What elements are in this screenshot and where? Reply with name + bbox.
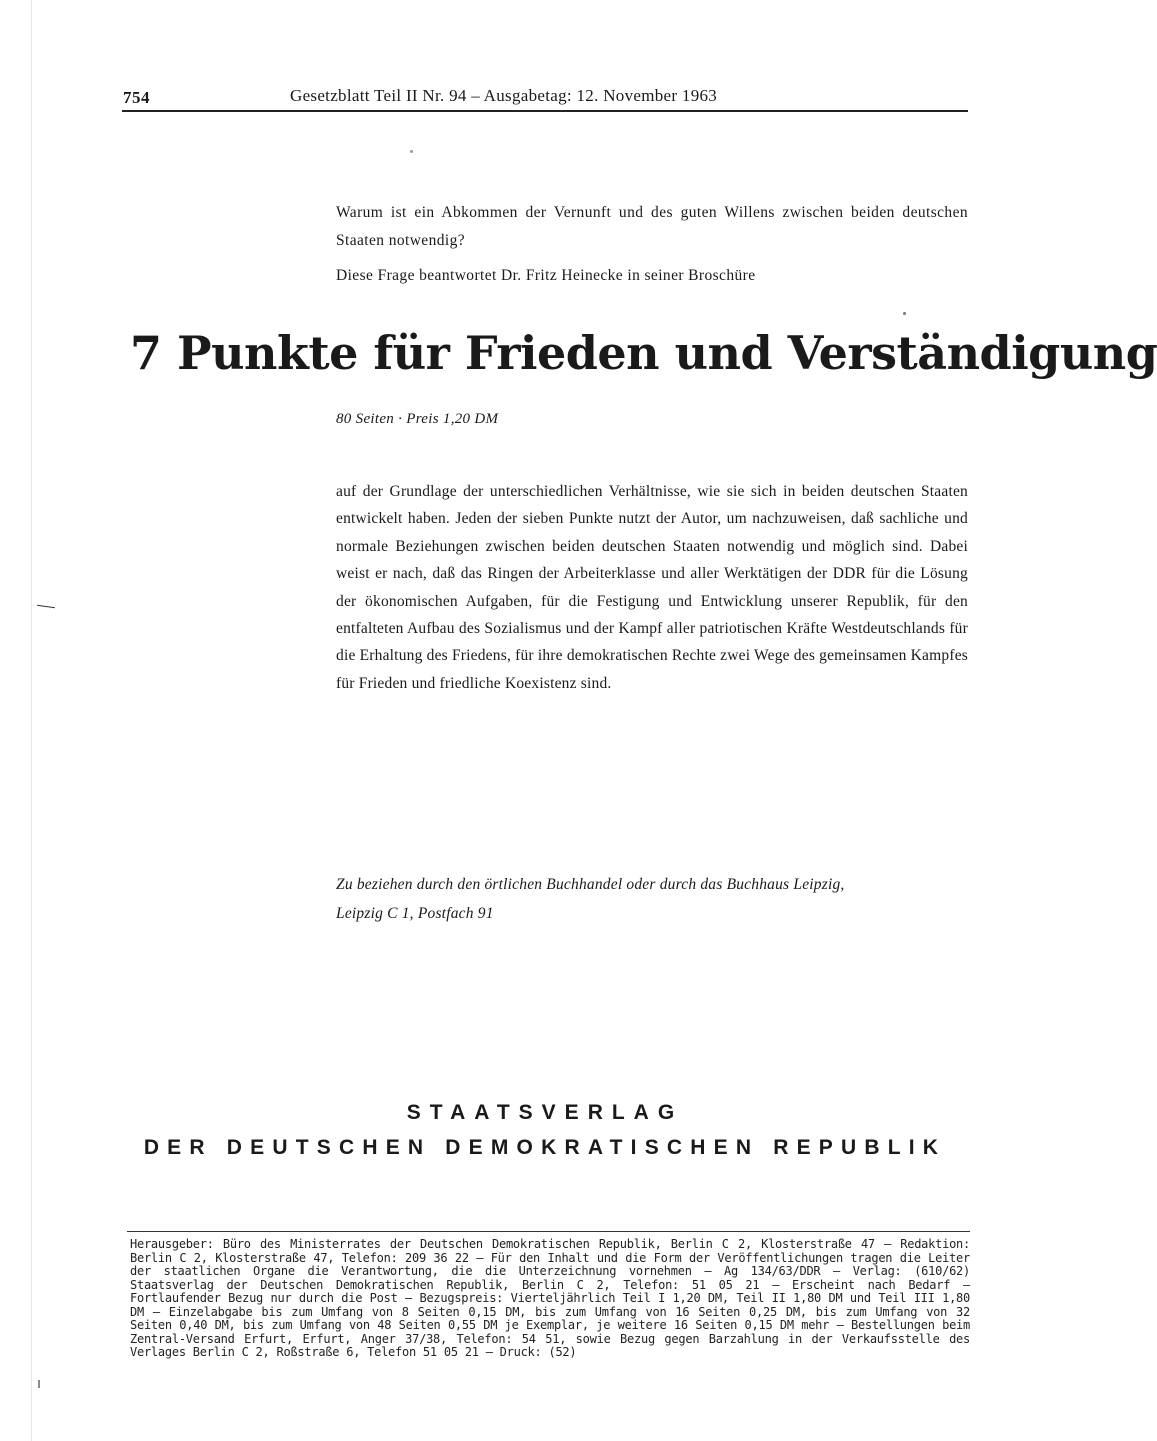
order-info-line2: Leipzig C 1, Postfach 91 [336, 905, 494, 922]
margin-mark [37, 605, 55, 608]
scan-speck [903, 312, 906, 315]
imprint-block: Herausgeber: Büro des Ministerrates der Deutschen Demokratischen Republik, Berlin C 2, Klosterstraße 47 — Redaktion: Berlin C 2, Klosterstraße 47, Telefon: 209 36 22 — Für den Inhalt und die Form der Veröffentlichungen tragen die Leiter der staatlichen Organe die Verantwortung, die die Unterzeichnung vornehmen — Ag 134/63/DDR — Verlag: (610/62) Staatsverlag der Deutschen Demokratischen Republik, Berlin C 2, Telefon: 51 05 21 — Erscheint nach Bedarf — Fortlaufender Bezug nur durch die Post — Bezugspreis: Vierteljährlich Teil I 1,20 DM, Teil II 1,80 DM und Teil III 1,80 DM — Einzelabgabe bis zum Umfang von 8 Seiten 0,15 DM, bis zum Umfang von 16 Seiten 0,25 DM, bis zum Umfang von 32 Seiten 0,40 DM, bis zum Umfang von 48 Seiten 0,55 DM je Exemplar, je weitere 16 Seiten 0,15 DM mehr — Bestellungen beim Zentral-Versand Erfurt, Erfurt, Anger 37/38, Telefon: 54 51, sowie Bezug gegen Barzahlung in der Verkaufsstelle des Verlages Berlin C 2, Roßstraße 6, Telefon 51 05 21 — Druck: (52) [130, 1237, 970, 1359]
footer-rule [127, 1231, 970, 1232]
publisher-name-line2: DER DEUTSCHEN DEMOKRATISCHEN REPUBLIK [143, 1136, 947, 1159]
running-header: Gesetzblatt Teil II Nr. 94 – Ausgabetag: 12. November 1963 [290, 86, 718, 105]
intro-answer-line: Diese Frage beantwortet Dr. Fritz Heinecke in seiner Broschüre [336, 267, 756, 284]
intro-question: Warum ist ein Abkommen der Vernunft und des guten Willens zwischen beiden deutschen Staaten notwendig? [336, 204, 968, 249]
book-details: 80 Seiten · Preis 1,20 DM [336, 411, 499, 427]
page-edge-line [31, 0, 32, 1441]
scan-speck [410, 150, 413, 153]
description-paragraph: auf der Grundlage der unterschiedlichen Verhältnisse, wie sie sich in beiden deutschen Staaten entwickelt haben. Jeden der sieben Punkte nutzt der Autor, um nachzuweisen, daß sachliche und normale Beziehungen zwischen beiden deutschen Staaten notwendig und möglich sind. Dabei weist er nach, daß das Ringen der Arbeiterklasse und aller Werktätigen der DDR für die Lösung der ökonomischen Aufgaben, für die Festigung und Entwicklung unserer Republik, für den entfalteten Aufbau des Sozialismus und der Kampf aller patriotischen Kräfte Westdeutschlands für die Erhaltung des Friedens, für ihre demokratischen Rechte zwei Wege des gemeinsamen Kampfes für Frieden und friedliche Koexistenz sind. [336, 483, 968, 692]
publisher-name-line1: STAATSVERLAG [406, 1101, 684, 1124]
order-info [336, 870, 968, 928]
scan-speck [38, 1380, 40, 1388]
book-title: 7 Punkte für Frieden und Verständigung [130, 326, 1157, 380]
page-number: 754 [123, 88, 150, 107]
header-rule [122, 110, 968, 112]
order-info-line1: Zu beziehen durch den örtlichen Buchhandel oder durch das Buchhaus Leipzig, [336, 876, 845, 893]
